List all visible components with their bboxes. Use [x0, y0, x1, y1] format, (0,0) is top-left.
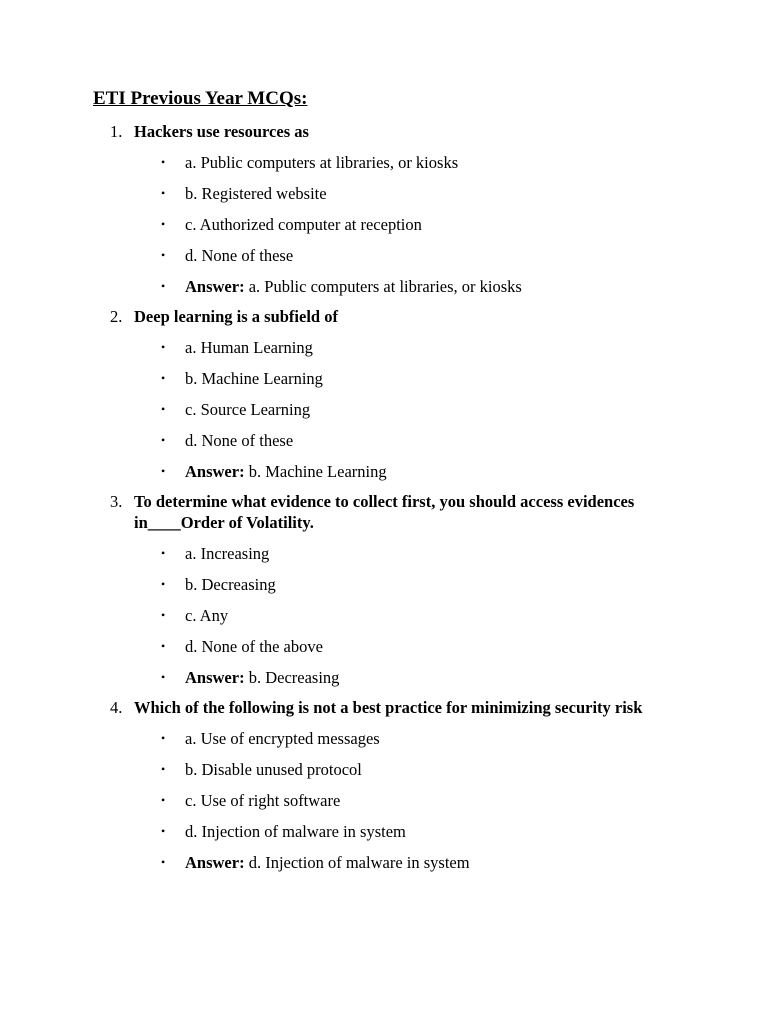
page-title: ETI Previous Year MCQs:	[93, 88, 308, 109]
bullet-icon: •	[161, 186, 166, 200]
option-text: d. Injection of malware in system	[185, 822, 406, 841]
option-text: c. Any	[185, 606, 229, 625]
answer-item	[93, 667, 683, 688]
question-3	[93, 491, 683, 688]
question-number: 1.	[110, 122, 123, 141]
option-item	[93, 214, 683, 235]
answer-item	[93, 461, 683, 482]
bullet-icon: •	[161, 731, 166, 745]
question-1	[93, 121, 683, 297]
option-item	[93, 337, 683, 358]
option-item	[93, 605, 683, 626]
answer-label: Answer:	[185, 462, 245, 481]
option-item	[93, 636, 683, 657]
bullet-icon: •	[161, 670, 166, 684]
question-4	[93, 697, 683, 873]
option-text: a. Increasing	[185, 544, 270, 563]
option-text: d. None of these	[185, 431, 294, 450]
bullet-icon: •	[161, 217, 166, 231]
question-text: To determine what evidence to collect first, you should access evidences in____Order of Volatility.	[134, 492, 635, 532]
answer-text: b. Machine Learning	[248, 462, 387, 481]
option-text: c. Use of right software	[185, 791, 341, 810]
option-text: a. Public computers at libraries, or kiosks	[185, 153, 459, 172]
option-text: b. Registered website	[185, 184, 327, 203]
bullet-icon: •	[161, 639, 166, 653]
bullet-icon: •	[161, 371, 166, 385]
bullet-icon: •	[161, 762, 166, 776]
bullet-icon: •	[161, 248, 166, 262]
option-item	[93, 183, 683, 204]
option-item	[93, 430, 683, 451]
bullet-icon: •	[161, 824, 166, 838]
bullet-icon: •	[161, 340, 166, 354]
option-text: a. Human Learning	[185, 338, 313, 357]
option-text: c. Source Learning	[185, 400, 311, 419]
option-item	[93, 152, 683, 173]
question-heading	[93, 306, 683, 327]
question-text: Which of the following is not a best practice for minimizing security risk	[134, 698, 643, 717]
option-item	[93, 759, 683, 780]
question-number: 3.	[110, 492, 123, 511]
bullet-icon: •	[161, 433, 166, 447]
answer-label: Answer:	[185, 853, 245, 872]
option-text: d. None of these	[185, 246, 294, 265]
option-item	[93, 790, 683, 811]
bullet-icon: •	[161, 793, 166, 807]
question-heading	[93, 491, 683, 533]
bullet-icon: •	[161, 464, 166, 478]
question-heading	[93, 121, 683, 142]
bullet-icon: •	[161, 402, 166, 416]
option-item	[93, 821, 683, 842]
option-item	[93, 543, 683, 564]
answer-item	[93, 276, 683, 297]
question-number: 2.	[110, 307, 123, 326]
answer-label: Answer:	[185, 277, 245, 296]
question-text: Hackers use resources as	[134, 122, 309, 141]
question-text: Deep learning is a subfield of	[134, 307, 338, 326]
option-text: c. Authorized computer at reception	[185, 215, 422, 234]
bullet-icon: •	[161, 155, 166, 169]
option-item	[93, 245, 683, 266]
answer-item	[93, 852, 683, 873]
option-text: b. Machine Learning	[185, 369, 323, 388]
bullet-icon: •	[161, 546, 166, 560]
option-text: b. Decreasing	[185, 575, 276, 594]
answer-text: a. Public computers at libraries, or kiosks	[248, 277, 522, 296]
bullet-icon: •	[161, 577, 166, 591]
bullet-icon: •	[161, 279, 166, 293]
question-heading	[93, 697, 683, 718]
option-text: b. Disable unused protocol	[185, 760, 362, 779]
option-text: a. Use of encrypted messages	[185, 729, 380, 748]
option-text: d. None of the above	[185, 637, 323, 656]
answer-text: b. Decreasing	[248, 668, 340, 687]
answer-label: Answer:	[185, 668, 245, 687]
bullet-icon: •	[161, 855, 166, 869]
option-item	[93, 368, 683, 389]
bullet-icon: •	[161, 608, 166, 622]
question-2	[93, 306, 683, 482]
option-item	[93, 399, 683, 420]
question-number: 4.	[110, 698, 123, 717]
answer-text: d. Injection of malware in system	[248, 853, 470, 872]
option-item	[93, 728, 683, 749]
option-item	[93, 574, 683, 595]
